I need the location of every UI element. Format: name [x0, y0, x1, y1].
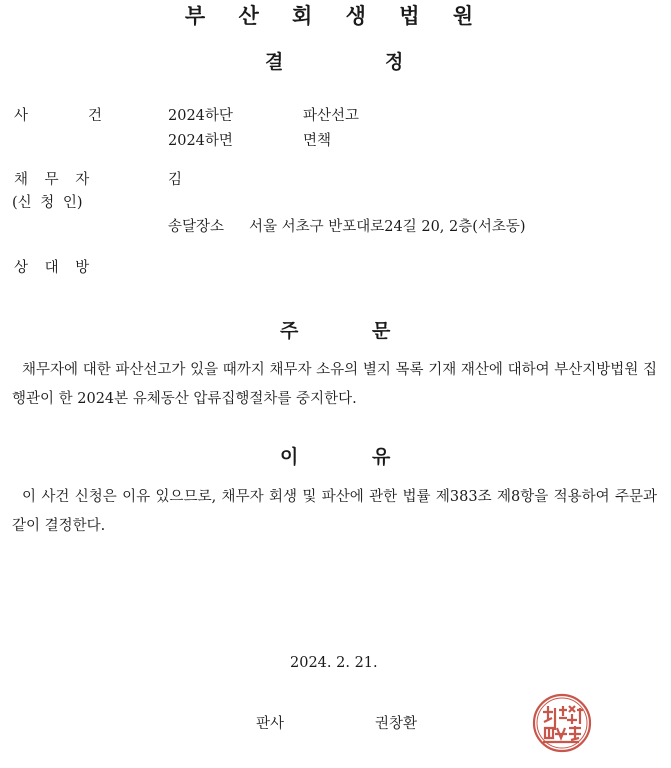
service-address-label: 송달장소: [168, 219, 225, 235]
case-number-2: 2024하면: [168, 133, 233, 149]
judge-title: 판사: [256, 716, 285, 732]
document-title-right: 정: [385, 51, 404, 73]
debtor-label: 채 무 자: [14, 172, 90, 188]
case-name-1: 파산선고: [303, 108, 360, 124]
case-label-sa: 사: [14, 108, 29, 124]
debtor-name: 김: [168, 172, 183, 188]
case-number-1: 2024하단: [168, 108, 233, 124]
judge-name: 권창환: [375, 716, 418, 732]
court-name: 부 산 회 생 법 원: [184, 4, 487, 28]
document-title-left: 결: [265, 51, 284, 73]
order-heading-left: 주: [280, 320, 299, 342]
judge-seal-stamp: [531, 692, 593, 754]
counterparty-label: 상 대 방: [14, 260, 90, 276]
case-label-geon: 건: [88, 108, 103, 124]
service-address: 서울 서초구 반포대로24길 20, 2층(서초동): [249, 219, 526, 235]
case-name-2: 면책: [303, 133, 332, 149]
decision-date: 2024. 2. 21.: [290, 655, 378, 671]
applicant-label: (신 청 인): [12, 195, 83, 211]
reason-heading-left: 이: [280, 446, 299, 468]
reason-heading-right: 유: [372, 446, 391, 468]
order-heading-right: 문: [372, 320, 391, 342]
reason-text: 이 사건 신청은 이유 있으므로, 채무자 회생 및 파산에 관한 법률 제383조 제8항을 적용하여 주문과 같이 결정한다.: [12, 489, 657, 534]
order-text: 채무자에 대한 파산선고가 있을 때까지 채무자 소유의 별지 목록 기재 재산에 대하여 부산지방법원 집행관이 한 2024본 유체동산 압류집행절차를 중지한다.: [12, 362, 657, 407]
